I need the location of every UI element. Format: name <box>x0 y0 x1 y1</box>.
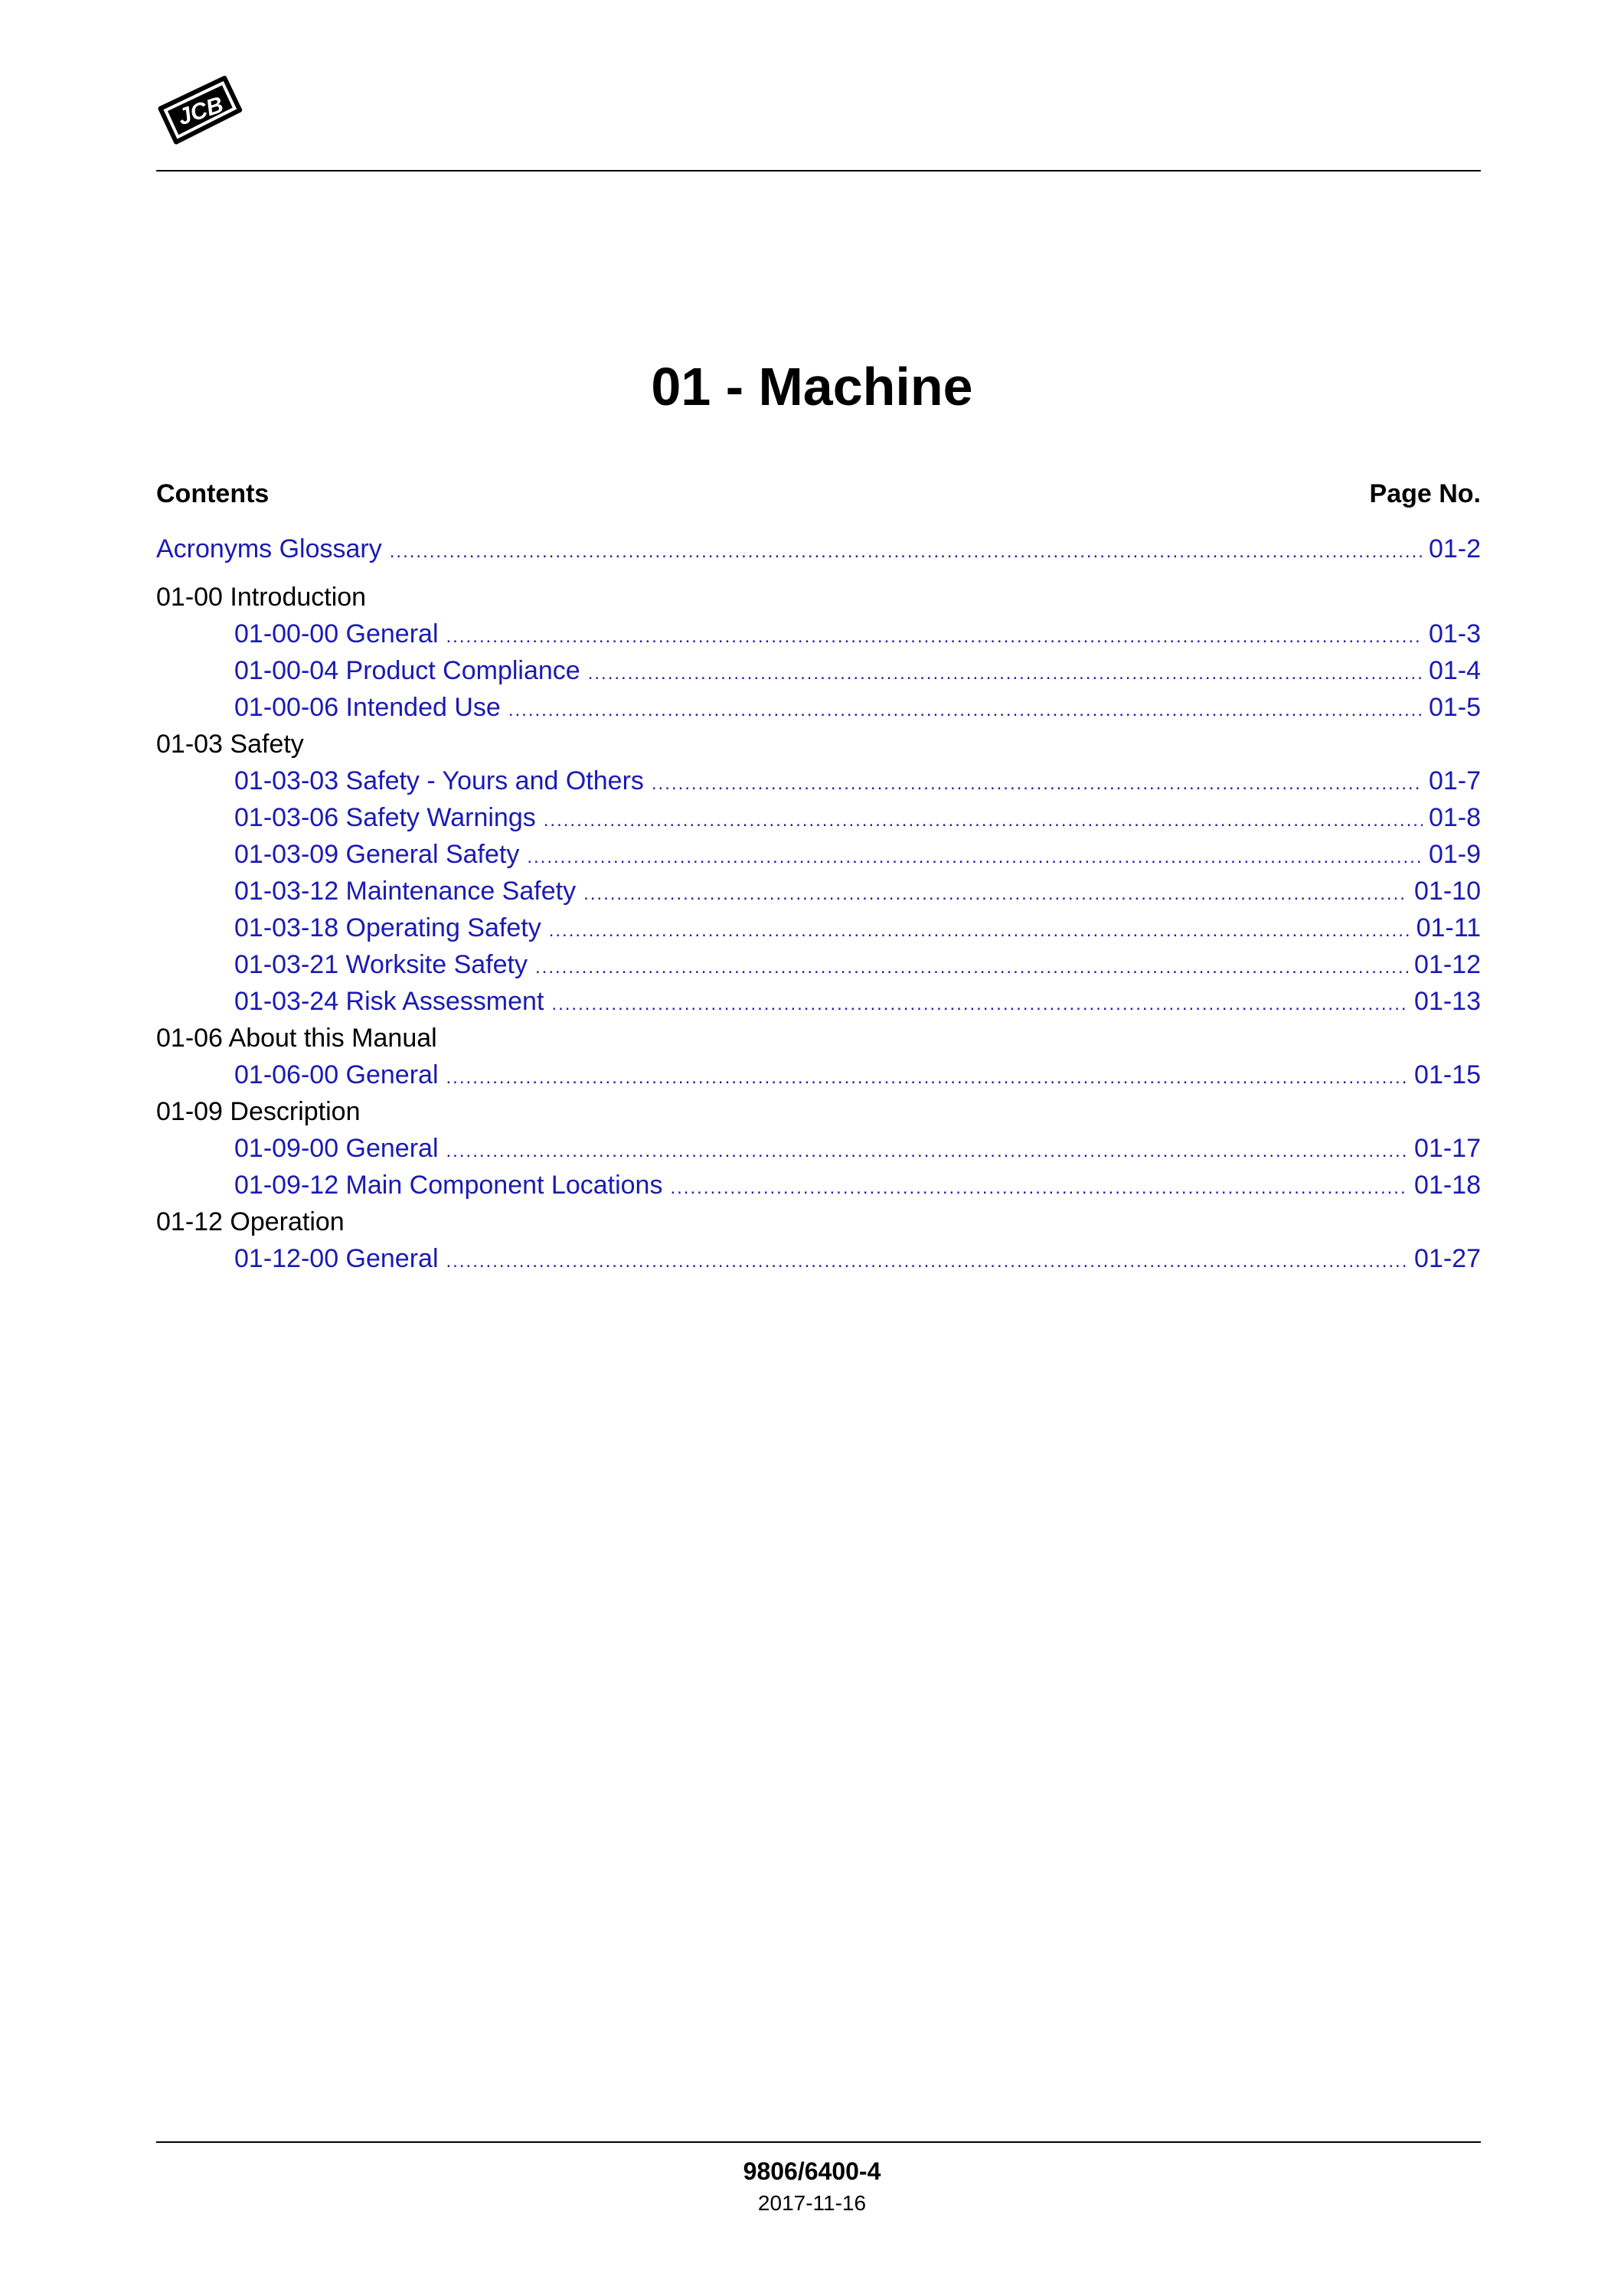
toc-section-heading <box>156 579 1481 616</box>
toc-leader-dots <box>446 1060 1409 1096</box>
toc-entry-page[interactable]: 01-2 <box>1428 534 1481 563</box>
toc-entry-row[interactable] <box>156 1167 1481 1204</box>
toc-entry-label[interactable]: 01-09-00 General <box>234 1134 439 1163</box>
toc-leader-dots <box>551 986 1408 1023</box>
toc-entry-page[interactable]: 01-27 <box>1414 1244 1481 1273</box>
toc-entry-page[interactable]: 01-11 <box>1416 913 1481 942</box>
toc-leader-dots <box>549 913 1410 949</box>
toc-leader-dots <box>544 802 1423 839</box>
contents-header <box>156 475 1481 513</box>
table-of-contents <box>156 531 1481 1277</box>
toc-entry-page[interactable]: 01-3 <box>1428 619 1481 648</box>
toc-section-heading <box>156 1204 1481 1240</box>
toc-entry-row[interactable] <box>156 799 1481 836</box>
toc-entry-label[interactable]: 01-03-09 General Safety <box>234 840 520 869</box>
toc-entry-page[interactable]: 01-15 <box>1414 1060 1481 1089</box>
header-divider <box>156 170 1481 171</box>
toc-entry-page[interactable]: 01-17 <box>1414 1134 1481 1163</box>
toc-leader-dots <box>527 839 1423 876</box>
toc-entry-row[interactable] <box>156 1130 1481 1167</box>
footer-divider <box>156 2141 1481 2143</box>
toc-leader-dots <box>446 1133 1409 1170</box>
toc-entry-label[interactable]: 01-12-00 General <box>234 1244 439 1273</box>
toc-entry-page[interactable]: 01-13 <box>1414 987 1481 1016</box>
toc-entry-label[interactable]: 01-03-21 Worksite Safety <box>234 950 528 979</box>
toc-entry-page[interactable]: 01-8 <box>1428 803 1481 832</box>
toc-leader-dots <box>670 1170 1408 1207</box>
toc-leader-dots <box>535 949 1408 986</box>
toc-entry-page[interactable]: 01-10 <box>1414 877 1481 906</box>
toc-entry-row[interactable] <box>156 983 1481 1020</box>
jcb-logo-icon <box>157 73 243 149</box>
toc-entry-label[interactable]: 01-00-00 General <box>234 619 439 648</box>
toc-entry-label[interactable]: 01-00-06 Intended Use <box>234 693 501 722</box>
toc-section-heading <box>156 726 1481 763</box>
toc-entry-row[interactable] <box>156 763 1481 799</box>
toc-leader-dots <box>652 766 1423 802</box>
toc-entry-label[interactable]: 01-03-18 Operating Safety <box>234 913 541 942</box>
toc-entry-label[interactable]: 01-03-06 Safety Warnings <box>234 803 536 832</box>
toc-section-heading <box>156 1020 1481 1057</box>
document-date: 2017-11-16 <box>757 2191 867 2215</box>
toc-entry-page[interactable]: 01-12 <box>1414 950 1481 979</box>
toc-leader-dots <box>583 876 1408 913</box>
toc-section-label: 01-03 Safety <box>156 730 304 759</box>
page-title: 01 - Machine <box>651 357 973 416</box>
toc-entry-label[interactable]: Acronyms Glossary <box>156 534 382 563</box>
toc-entry-row[interactable] <box>156 1240 1481 1277</box>
toc-leader-dots <box>446 619 1423 655</box>
toc-entry-row[interactable] <box>156 910 1481 946</box>
toc-leader-dots <box>508 692 1423 729</box>
toc-entry-page[interactable]: 01-7 <box>1428 766 1481 795</box>
toc-entry-row[interactable] <box>156 689 1481 726</box>
contents-label: Contents <box>156 479 270 508</box>
toc-entry-row[interactable] <box>156 836 1481 873</box>
toc-entry-row[interactable] <box>156 652 1481 689</box>
toc-entry-row[interactable] <box>156 616 1481 652</box>
toc-entry-page[interactable]: 01-4 <box>1428 656 1481 685</box>
toc-entry-label[interactable]: 01-03-12 Maintenance Safety <box>234 877 577 906</box>
toc-entry-row[interactable] <box>156 946 1481 983</box>
toc-leader-dots <box>446 1243 1409 1280</box>
document-code: 9806/6400-4 <box>743 2157 881 2185</box>
toc-entry-row[interactable] <box>156 1057 1481 1093</box>
toc-leader-dots <box>588 655 1423 692</box>
toc-section-label: 01-06 About this Manual <box>156 1024 437 1053</box>
toc-section-label: 01-12 Operation <box>156 1207 345 1236</box>
toc-entry-page[interactable]: 01-5 <box>1428 693 1481 722</box>
toc-section-label: 01-00 Introduction <box>156 583 367 612</box>
toc-entry-label[interactable]: 01-03-03 Safety - Yours and Others <box>234 766 644 795</box>
toc-leader-dots <box>390 534 1423 570</box>
svg-text:JCB: JCB <box>175 92 227 131</box>
toc-entry-label[interactable]: 01-03-24 Risk Assessment <box>234 987 544 1016</box>
toc-entry-label[interactable]: 01-00-04 Product Compliance <box>234 656 580 685</box>
toc-section-label: 01-09 Description <box>156 1097 361 1126</box>
toc-glossary-row[interactable] <box>156 531 1481 567</box>
toc-entry-row[interactable] <box>156 873 1481 910</box>
toc-entry-label[interactable]: 01-09-12 Main Component Locations <box>234 1171 663 1200</box>
page-no-label: Page No. <box>1369 479 1481 508</box>
toc-entry-label[interactable]: 01-06-00 General <box>234 1060 439 1089</box>
toc-entry-page[interactable]: 01-18 <box>1414 1171 1481 1200</box>
toc-entry-page[interactable]: 01-9 <box>1428 840 1481 869</box>
toc-section-heading <box>156 1093 1481 1130</box>
